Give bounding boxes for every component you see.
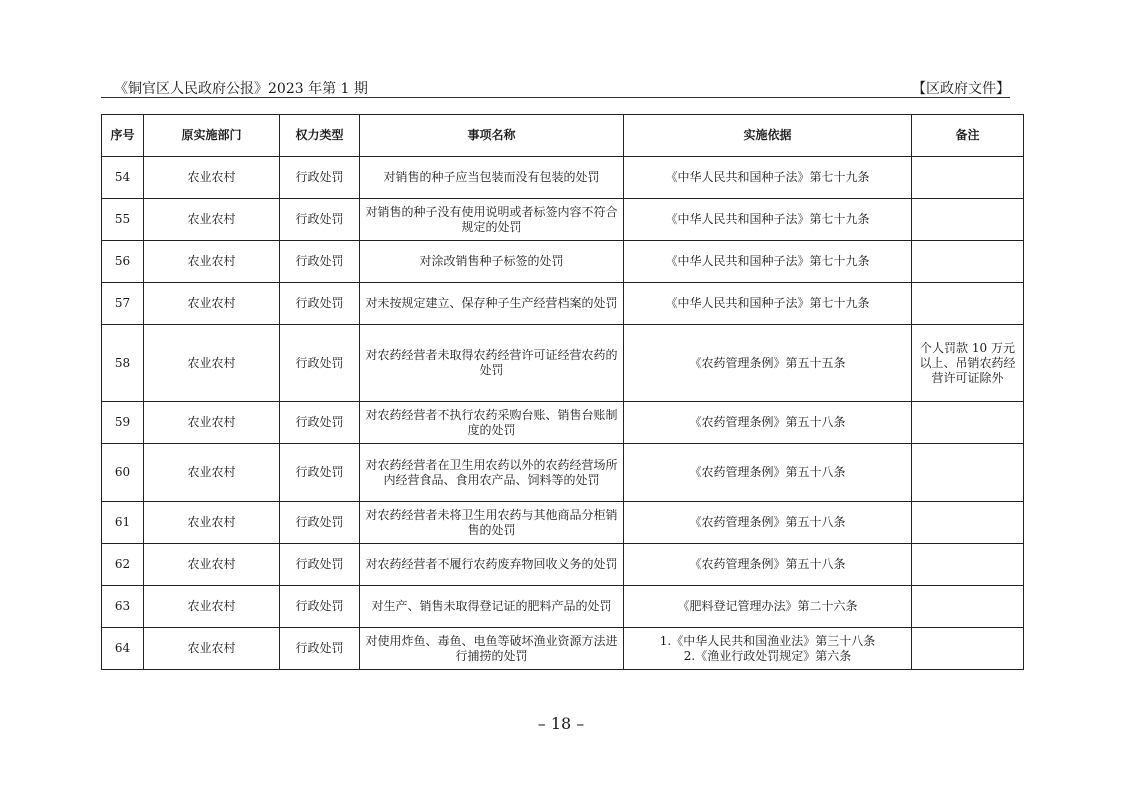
col-header-type: 权力类型 xyxy=(280,115,360,157)
cell-no: 60 xyxy=(102,444,144,502)
cell-note xyxy=(912,241,1024,283)
cell-type: 行政处罚 xyxy=(280,444,360,502)
cell-note xyxy=(912,444,1024,502)
cell-note xyxy=(912,628,1024,670)
cell-type: 行政处罚 xyxy=(280,157,360,199)
cell-no: 58 xyxy=(102,325,144,402)
cell-dept: 农业农村 xyxy=(144,502,280,544)
table-row xyxy=(102,241,1024,283)
cell-basis: 《农药管理条例》第五十八条 xyxy=(624,544,912,586)
col-header-dept: 原实施部门 xyxy=(144,115,280,157)
cell-dept: 农业农村 xyxy=(144,199,280,241)
col-header-item: 事项名称 xyxy=(360,115,624,157)
col-header-no: 序号 xyxy=(102,115,144,157)
table-row xyxy=(102,628,1024,670)
cell-basis: 《中华人民共和国种子法》第七十九条 xyxy=(624,283,912,325)
cell-item: 对农药经营者未将卫生用农药与其他商品分柜销售的处罚 xyxy=(360,502,624,544)
cell-type: 行政处罚 xyxy=(280,402,360,444)
cell-note xyxy=(912,157,1024,199)
cell-type: 行政处罚 xyxy=(280,586,360,628)
table-row xyxy=(102,402,1024,444)
cell-basis: 《中华人民共和国种子法》第七十九条 xyxy=(624,157,912,199)
table-row xyxy=(102,325,1024,402)
cell-note xyxy=(912,199,1024,241)
cell-no: 56 xyxy=(102,241,144,283)
cell-note xyxy=(912,502,1024,544)
col-header-basis: 实施依据 xyxy=(624,115,912,157)
items-table xyxy=(101,114,1024,670)
cell-item: 对销售的种子应当包装而没有包装的处罚 xyxy=(360,157,624,199)
cell-dept: 农业农村 xyxy=(144,241,280,283)
table-row xyxy=(102,157,1024,199)
cell-item: 对使用炸鱼、毒鱼、电鱼等破坏渔业资源方法进行捕捞的处罚 xyxy=(360,628,624,670)
cell-basis: 1.《中华人民共和国渔业法》第三十八条 2.《渔业行政处罚规定》第六条 xyxy=(624,628,912,670)
cell-type: 行政处罚 xyxy=(280,502,360,544)
cell-basis: 《农药管理条例》第五十八条 xyxy=(624,502,912,544)
publication-title: 《铜官区人民政府公报》2023 年第 1 期 xyxy=(114,81,368,97)
cell-item: 对农药经营者不执行农药采购台账、销售台账制度的处罚 xyxy=(360,402,624,444)
cell-type: 行政处罚 xyxy=(280,544,360,586)
cell-no: 63 xyxy=(102,586,144,628)
cell-dept: 农业农村 xyxy=(144,325,280,402)
cell-dept: 农业农村 xyxy=(144,544,280,586)
cell-type: 行政处罚 xyxy=(280,628,360,670)
col-header-note: 备注 xyxy=(912,115,1024,157)
page-header xyxy=(114,78,1010,98)
table-row xyxy=(102,586,1024,628)
table-row xyxy=(102,502,1024,544)
table-row xyxy=(102,444,1024,502)
cell-no: 61 xyxy=(102,502,144,544)
cell-item: 对销售的种子没有使用说明或者标签内容不符合规定的处罚 xyxy=(360,199,624,241)
cell-dept: 农业农村 xyxy=(144,444,280,502)
cell-type: 行政处罚 xyxy=(280,199,360,241)
cell-dept: 农业农村 xyxy=(144,402,280,444)
table-row xyxy=(102,544,1024,586)
cell-type: 行政处罚 xyxy=(280,241,360,283)
cell-item: 对农药经营者未取得农药经营许可证经营农药的处罚 xyxy=(360,325,624,402)
cell-no: 57 xyxy=(102,283,144,325)
cell-item: 对生产、销售未取得登记证的肥料产品的处罚 xyxy=(360,586,624,628)
cell-basis: 《农药管理条例》第五十八条 xyxy=(624,444,912,502)
cell-dept: 农业农村 xyxy=(144,628,280,670)
cell-type: 行政处罚 xyxy=(280,325,360,402)
header-divider xyxy=(101,97,1010,98)
cell-item: 对农药经营者不履行农药废弃物回收义务的处罚 xyxy=(360,544,624,586)
cell-item: 对未按规定建立、保存种子生产经营档案的处罚 xyxy=(360,283,624,325)
page-number: – 18 – xyxy=(537,714,585,733)
cell-type: 行政处罚 xyxy=(280,283,360,325)
cell-no: 55 xyxy=(102,199,144,241)
cell-note xyxy=(912,402,1024,444)
cell-note xyxy=(912,283,1024,325)
cell-basis: 《农药管理条例》第五十八条 xyxy=(624,402,912,444)
cell-basis: 《肥料登记管理办法》第二十六条 xyxy=(624,586,912,628)
table-body xyxy=(102,157,1024,670)
cell-basis: 《中华人民共和国种子法》第七十九条 xyxy=(624,199,912,241)
cell-basis: 《农药管理条例》第五十五条 xyxy=(624,325,912,402)
cell-note xyxy=(912,544,1024,586)
section-label: 【区政府文件】 xyxy=(912,81,1010,97)
cell-note xyxy=(912,586,1024,628)
table-row xyxy=(102,199,1024,241)
cell-item: 对农药经营者在卫生用农药以外的农药经营场所内经营食品、食用农产品、饲料等的处罚 xyxy=(360,444,624,502)
cell-basis: 《中华人民共和国种子法》第七十九条 xyxy=(624,241,912,283)
table-row xyxy=(102,283,1024,325)
cell-dept: 农业农村 xyxy=(144,283,280,325)
cell-dept: 农业农村 xyxy=(144,157,280,199)
cell-no: 54 xyxy=(102,157,144,199)
cell-no: 59 xyxy=(102,402,144,444)
cell-no: 64 xyxy=(102,628,144,670)
cell-no: 62 xyxy=(102,544,144,586)
cell-item: 对涂改销售种子标签的处罚 xyxy=(360,241,624,283)
cell-note: 个人罚款 10 万元以上、吊销农药经营许可证除外 xyxy=(912,325,1024,402)
table-header-row xyxy=(102,115,1024,157)
cell-dept: 农业农村 xyxy=(144,586,280,628)
